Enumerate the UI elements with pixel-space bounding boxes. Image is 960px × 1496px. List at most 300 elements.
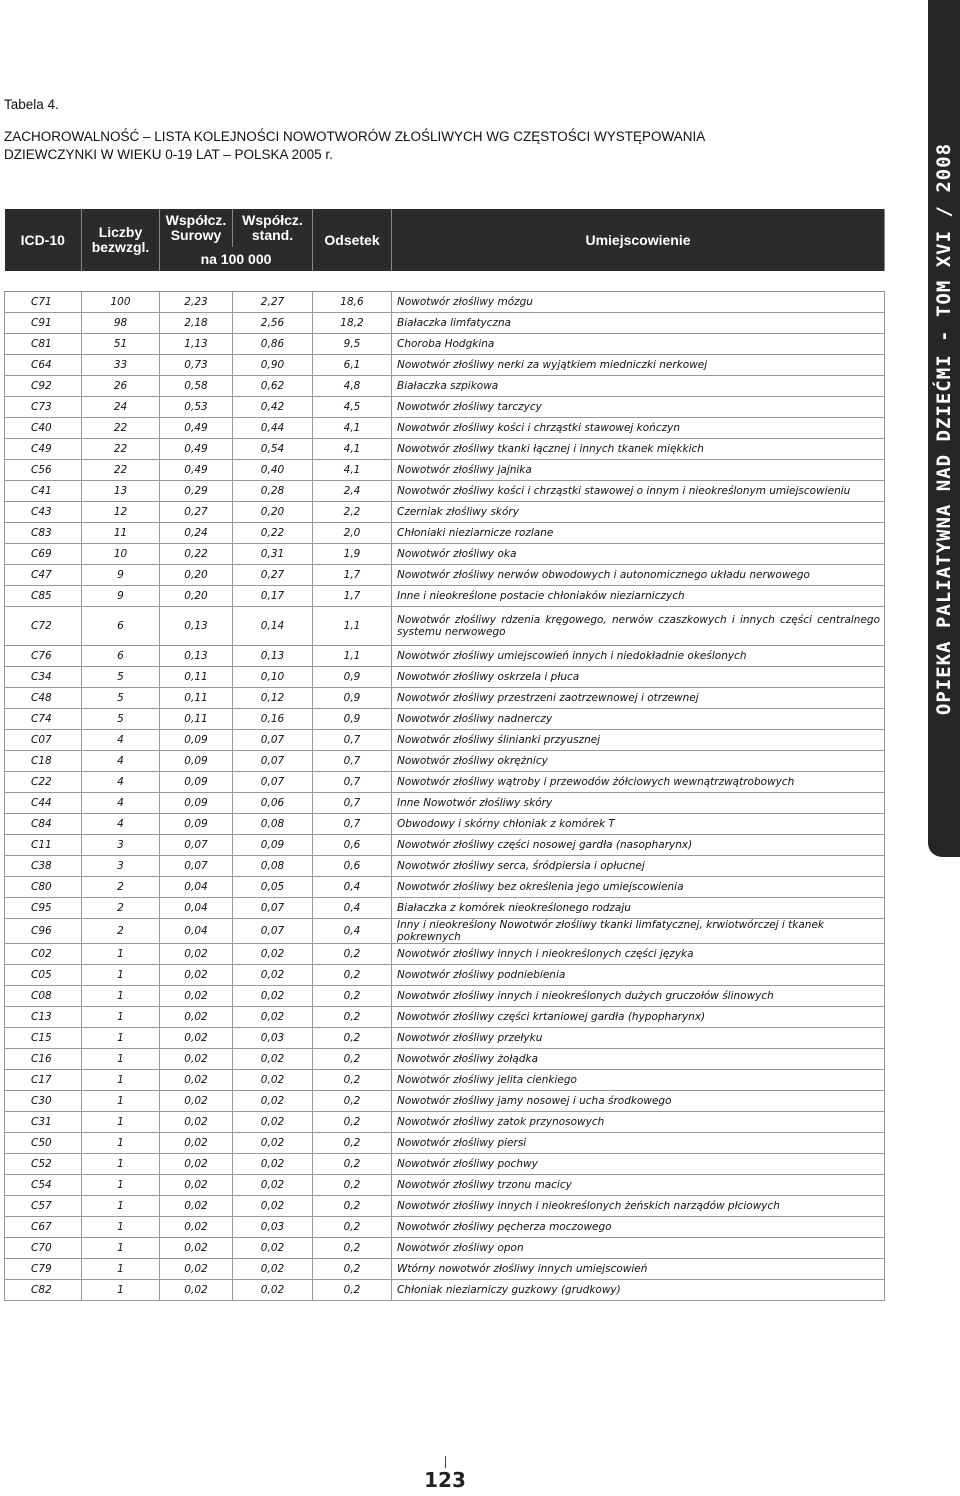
table-row [5,544,885,565]
cell-liczby: 33 [82,355,160,376]
cell-liczby: 4 [82,814,160,835]
cell-umiejscowienie: Inne Nowotwór złośliwy skóry [392,793,885,814]
cell-umiejscowienie: Nowotwór złośliwy ślinianki przyusznej [392,730,885,751]
cell-odsetek: 0,2 [313,1217,392,1238]
table-row [5,397,885,418]
cell-icd: C07 [5,730,82,751]
cell-odsetek: 4,1 [313,460,392,481]
cell-icd: C43 [5,502,82,523]
cell-icd: C31 [5,1112,82,1133]
cell-stand: 0,03 [233,1028,313,1049]
table-row [5,313,885,334]
cell-stand: 0,90 [233,355,313,376]
header-umiejscowienie: Umiejscowienie [392,209,885,271]
page-number: 123 [424,1468,466,1492]
cell-odsetek: 0,9 [313,667,392,688]
cell-surowy: 0,27 [160,502,233,523]
cell-odsetek: 0,2 [313,1280,392,1301]
cell-surowy: 0,09 [160,751,233,772]
table-row [5,688,885,709]
cell-umiejscowienie: Białaczka z komórek nieokreślonego rodzaju [392,898,885,919]
cell-umiejscowienie: Nowotwór złośliwy oka [392,544,885,565]
cell-stand: 0,09 [233,835,313,856]
table-row [5,1112,885,1133]
cell-icd: C47 [5,565,82,586]
table-row [5,898,885,919]
cell-odsetek: 0,2 [313,1007,392,1028]
header-odsetek: Odsetek [313,209,392,271]
cell-surowy: 0,22 [160,544,233,565]
cell-liczby: 1 [82,1091,160,1112]
cell-surowy: 0,53 [160,397,233,418]
cell-icd: C11 [5,835,82,856]
header-icd: ICD-10 [5,209,82,271]
cell-liczby: 1 [82,1007,160,1028]
cell-liczby: 13 [82,481,160,502]
cell-odsetek: 0,2 [313,1070,392,1091]
cell-umiejscowienie: Nowotwór złośliwy pochwy [392,1154,885,1175]
cell-umiejscowienie: Nowotwór złośliwy oskrzela i płuca [392,667,885,688]
cell-odsetek: 18,6 [313,292,392,313]
cell-odsetek: 2,2 [313,502,392,523]
cell-surowy: 0,02 [160,1112,233,1133]
cell-icd: C41 [5,481,82,502]
cell-icd: C34 [5,667,82,688]
table-header [5,209,885,292]
cell-umiejscowienie: Nowotwór złośliwy innych i nieokreślonych dużych gruczołów ślinowych [392,986,885,1007]
cell-liczby: 1 [82,1112,160,1133]
table-row [5,1238,885,1259]
cell-icd: C44 [5,793,82,814]
cell-odsetek: 0,7 [313,730,392,751]
cell-stand: 0,02 [233,1070,313,1091]
cell-liczby: 1 [82,1133,160,1154]
cell-umiejscowienie: Czerniak złośliwy skóry [392,502,885,523]
cell-surowy: 0,04 [160,877,233,898]
cell-umiejscowienie: Nowotwór złośliwy części nosowej gardła (nasopharynx) [392,835,885,856]
cell-icd: C56 [5,460,82,481]
table-row [5,814,885,835]
cell-surowy: 0,02 [160,944,233,965]
cell-umiejscowienie: Nowotwór złośliwy okrężnicy [392,751,885,772]
table-row [5,1175,885,1196]
table-row [5,292,885,313]
cell-icd: C18 [5,751,82,772]
cell-stand: 0,86 [233,334,313,355]
cell-icd: C85 [5,586,82,607]
cell-surowy: 0,24 [160,523,233,544]
cell-odsetek: 0,2 [313,1028,392,1049]
cell-liczby: 26 [82,376,160,397]
cell-surowy: 0,02 [160,1175,233,1196]
cell-liczby: 1 [82,986,160,1007]
table-row [5,334,885,355]
cell-stand: 0,02 [233,1112,313,1133]
table-row [5,965,885,986]
cell-liczby: 1 [82,965,160,986]
cell-odsetek: 0,2 [313,1259,392,1280]
cell-liczby: 6 [82,607,160,646]
cell-surowy: 0,09 [160,814,233,835]
cell-liczby: 5 [82,709,160,730]
journal-sidebar-tab [928,0,960,857]
cell-icd: C67 [5,1217,82,1238]
cell-odsetek: 0,2 [313,1154,392,1175]
cell-umiejscowienie: Nowotwór złośliwy zatok przynosowych [392,1112,885,1133]
header-stand: Współcz. stand. [233,209,313,247]
cell-icd: C16 [5,1049,82,1070]
cell-stand: 0,07 [233,898,313,919]
cell-icd: C08 [5,986,82,1007]
cell-surowy: 0,73 [160,355,233,376]
cell-icd: C48 [5,688,82,709]
cell-stand: 0,02 [233,1133,313,1154]
incidence-table [4,209,885,1301]
cell-odsetek: 1,7 [313,586,392,607]
cell-surowy: 0,29 [160,481,233,502]
table-row [5,793,885,814]
table-row [5,355,885,376]
cell-umiejscowienie: Nowotwór złośliwy umiejscowień innych i niedokładnie okeślonych [392,646,885,667]
cell-odsetek: 4,8 [313,376,392,397]
cell-stand: 0,02 [233,965,313,986]
cell-stand: 0,02 [233,1175,313,1196]
cell-stand: 0,12 [233,688,313,709]
cell-liczby: 5 [82,667,160,688]
cell-icd: C73 [5,397,82,418]
cell-umiejscowienie: Nowotwór złośliwy innych i nieokreślonych części języka [392,944,885,965]
cell-odsetek: 0,2 [313,1091,392,1112]
cell-surowy: 0,02 [160,986,233,1007]
cell-icd: C83 [5,523,82,544]
page-number-rule [445,1456,446,1468]
cell-stand: 0,13 [233,646,313,667]
cell-stand: 0,44 [233,418,313,439]
cell-icd: C17 [5,1070,82,1091]
cell-surowy: 0,02 [160,1091,233,1112]
cell-stand: 0,20 [233,502,313,523]
cell-odsetek: 1,9 [313,544,392,565]
table-label: Tabela 4. [4,97,59,112]
cell-liczby: 4 [82,730,160,751]
cell-surowy: 0,13 [160,607,233,646]
cell-liczby: 2 [82,898,160,919]
cell-umiejscowienie: Nowotwór złośliwy podniebienia [392,965,885,986]
table-row [5,877,885,898]
cell-icd: C38 [5,856,82,877]
cell-liczby: 12 [82,502,160,523]
cell-odsetek: 2,4 [313,481,392,502]
cell-surowy: 0,49 [160,460,233,481]
cell-surowy: 0,20 [160,586,233,607]
journal-sidebar-text: OPIEKA PALIATYWNA NAD DZIEĆMI - TOM XVI / 2008 [933,142,955,715]
cell-surowy: 2,18 [160,313,233,334]
table-title-line-1: ZACHOROWALNOŚĆ – LISTA KOLEJNOŚCI NOWOTWORÓW ZŁOŚLIWYCH WG CZĘSTOŚCI WYSTĘPOWANIA [4,129,706,144]
cell-odsetek: 4,1 [313,439,392,460]
table-row [5,418,885,439]
cell-icd: C84 [5,814,82,835]
cell-odsetek: 0,7 [313,793,392,814]
cell-odsetek: 0,2 [313,986,392,1007]
cell-liczby: 1 [82,1196,160,1217]
table-row [5,481,885,502]
cell-surowy: 1,13 [160,334,233,355]
table-row [5,1196,885,1217]
cell-surowy: 0,02 [160,1028,233,1049]
cell-odsetek: 9,5 [313,334,392,355]
cell-odsetek: 0,2 [313,1196,392,1217]
table-row [5,751,885,772]
cell-liczby: 9 [82,565,160,586]
cell-icd: C30 [5,1091,82,1112]
cell-stand: 0,02 [233,1154,313,1175]
cell-umiejscowienie: Nowotwór złośliwy bez określenia jego umiejscowienia [392,877,885,898]
cell-liczby: 3 [82,835,160,856]
cell-icd: C80 [5,877,82,898]
cell-odsetek: 0,7 [313,814,392,835]
cell-surowy: 0,02 [160,1133,233,1154]
cell-umiejscowienie: Nowotwór złośliwy przestrzeni zaotrzewnowej i otrzewnej [392,688,885,709]
cell-umiejscowienie: Nowotwór złośliwy jelita cienkiego [392,1070,885,1091]
cell-liczby: 1 [82,1154,160,1175]
cell-liczby: 1 [82,1070,160,1091]
header-na-100000: na 100 000 [160,247,313,271]
cell-odsetek: 0,2 [313,1049,392,1070]
cell-icd: C95 [5,898,82,919]
table-row [5,709,885,730]
cell-stand: 0,17 [233,586,313,607]
cell-odsetek: 0,2 [313,1238,392,1259]
cell-surowy: 0,02 [160,1196,233,1217]
cell-odsetek: 1,7 [313,565,392,586]
cell-stand: 0,08 [233,814,313,835]
cell-surowy: 0,11 [160,709,233,730]
table-row [5,835,885,856]
cell-icd: C96 [5,919,82,944]
cell-icd: C72 [5,607,82,646]
cell-liczby: 4 [82,751,160,772]
cell-odsetek: 6,1 [313,355,392,376]
cell-odsetek: 0,2 [313,965,392,986]
table-caption [4,96,904,164]
cell-icd: C81 [5,334,82,355]
cell-odsetek: 4,1 [313,418,392,439]
cell-stand: 0,07 [233,919,313,944]
cell-liczby: 4 [82,793,160,814]
cell-liczby: 1 [82,1259,160,1280]
cell-stand: 0,40 [233,460,313,481]
cell-umiejscowienie: Chłoniaki nieziarnicze rozlane [392,523,885,544]
cell-liczby: 98 [82,313,160,334]
cell-umiejscowienie: Inny i nieokreślony Nowotwór złośliwy tkanki limfatycznej, krwiotwórczej i tkanek pokrewnych [392,919,885,944]
cell-surowy: 0,20 [160,565,233,586]
cell-icd: C54 [5,1175,82,1196]
cell-odsetek: 18,2 [313,313,392,334]
cell-surowy: 0,02 [160,1259,233,1280]
table-body [5,292,885,1301]
cell-stand: 0,42 [233,397,313,418]
cell-stand: 0,27 [233,565,313,586]
cell-surowy: 0,02 [160,1070,233,1091]
table-row [5,667,885,688]
cell-umiejscowienie: Nowotwór złośliwy jamy nosowej i ucha środkowego [392,1091,885,1112]
cell-surowy: 0,11 [160,688,233,709]
table-row [5,944,885,965]
cell-surowy: 0,49 [160,439,233,460]
cell-liczby: 1 [82,1217,160,1238]
table-row [5,460,885,481]
cell-liczby: 9 [82,586,160,607]
cell-umiejscowienie: Nowotwór złośliwy kości i chrząstki stawowej o innym i nieokreślonym umiejscowieniu [392,481,885,502]
cell-surowy: 0,02 [160,1280,233,1301]
table-row [5,565,885,586]
cell-surowy: 0,09 [160,793,233,814]
cell-surowy: 0,11 [160,667,233,688]
cell-liczby: 1 [82,1049,160,1070]
cell-stand: 0,08 [233,856,313,877]
table-row [5,986,885,1007]
header-liczby: Liczby bezwzgl. [82,209,160,271]
cell-umiejscowienie: Nowotwór złośliwy wątroby i przewodów żółciowych wewnątrzwątrobowych [392,772,885,793]
cell-stand: 0,02 [233,1007,313,1028]
cell-liczby: 5 [82,688,160,709]
cell-stand: 2,56 [233,313,313,334]
table-row [5,856,885,877]
cell-odsetek: 0,4 [313,877,392,898]
cell-surowy: 0,09 [160,730,233,751]
cell-icd: C64 [5,355,82,376]
cell-umiejscowienie: Nowotwór złośliwy nadnerczy [392,709,885,730]
cell-liczby: 3 [82,856,160,877]
header-spacer [5,271,885,292]
cell-odsetek: 0,7 [313,751,392,772]
cell-surowy: 0,02 [160,1154,233,1175]
cell-icd: C40 [5,418,82,439]
cell-icd: C71 [5,292,82,313]
cell-stand: 0,02 [233,1259,313,1280]
cell-umiejscowienie: Nowotwór złośliwy części krtaniowej gardła (hypopharynx) [392,1007,885,1028]
cell-odsetek: 1,1 [313,607,392,646]
cell-umiejscowienie: Nowotwór złośliwy żołądka [392,1049,885,1070]
cell-stand: 0,02 [233,1091,313,1112]
cell-umiejscowienie: Choroba Hodgkina [392,334,885,355]
cell-umiejscowienie: Nowotwór złośliwy rdzenia kręgowego, nerwów czaszkowych i innych części centralnego systemu nerwowego [392,607,885,646]
table-row [5,1280,885,1301]
cell-umiejscowienie: Obwodowy i skórny chłoniak z komórek T [392,814,885,835]
cell-icd: C82 [5,1280,82,1301]
table-row [5,523,885,544]
cell-odsetek: 0,2 [313,1175,392,1196]
cell-umiejscowienie: Nowotwór złośliwy tarczycy [392,397,885,418]
cell-liczby: 100 [82,292,160,313]
cell-surowy: 0,07 [160,856,233,877]
table-row [5,772,885,793]
cell-icd: C79 [5,1259,82,1280]
cell-stand: 0,02 [233,1049,313,1070]
cell-odsetek: 2,0 [313,523,392,544]
cell-stand: 0,62 [233,376,313,397]
table-row [5,586,885,607]
table-row [5,376,885,397]
cell-surowy: 0,02 [160,1217,233,1238]
cell-stand: 0,14 [233,607,313,646]
cell-surowy: 0,02 [160,965,233,986]
cell-surowy: 0,04 [160,898,233,919]
cell-surowy: 0,04 [160,919,233,944]
cell-liczby: 1 [82,1175,160,1196]
cell-odsetek: 0,4 [313,919,392,944]
incidence-table-container [4,209,884,1301]
cell-umiejscowienie: Nowotwór złośliwy jajnika [392,460,885,481]
cell-odsetek: 4,5 [313,397,392,418]
table-row [5,1049,885,1070]
cell-odsetek: 0,6 [313,856,392,877]
header-surowy: Współcz. Surowy [160,209,233,247]
cell-surowy: 0,02 [160,1238,233,1259]
cell-liczby: 1 [82,944,160,965]
cell-icd: C70 [5,1238,82,1259]
cell-stand: 0,07 [233,730,313,751]
table-row [5,1028,885,1049]
table-row [5,1154,885,1175]
cell-stand: 0,02 [233,986,313,1007]
cell-icd: C49 [5,439,82,460]
table-row [5,1091,885,1112]
cell-surowy: 0,13 [160,646,233,667]
cell-icd: C69 [5,544,82,565]
cell-stand: 0,02 [233,1238,313,1259]
table-row [5,1007,885,1028]
cell-surowy: 2,23 [160,292,233,313]
cell-stand: 2,27 [233,292,313,313]
cell-odsetek: 0,2 [313,944,392,965]
cell-stand: 0,54 [233,439,313,460]
table-row [5,1217,885,1238]
cell-umiejscowienie: Nowotwór złośliwy nerwów obwodowych i autonomicznego układu nerwowego [392,565,885,586]
cell-stand: 0,05 [233,877,313,898]
cell-umiejscowienie: Nowotwór złośliwy serca, śródpiersia i opłucnej [392,856,885,877]
cell-umiejscowienie: Nowotwór złośliwy piersi [392,1133,885,1154]
cell-umiejscowienie: Nowotwór złośliwy trzonu macicy [392,1175,885,1196]
cell-umiejscowienie: Nowotwór złośliwy nerki za wyjątkiem miedniczki nerkowej [392,355,885,376]
table-row [5,1070,885,1091]
table-row [5,439,885,460]
cell-umiejscowienie: Nowotwór złośliwy opon [392,1238,885,1259]
cell-icd: C50 [5,1133,82,1154]
table-row [5,646,885,667]
cell-icd: C91 [5,313,82,334]
cell-surowy: 0,58 [160,376,233,397]
cell-umiejscowienie: Nowotwór złośliwy przełyku [392,1028,885,1049]
cell-umiejscowienie: Nowotwór złośliwy innych i nieokreślonych żeńskich narządów płciowych [392,1196,885,1217]
cell-icd: C52 [5,1154,82,1175]
cell-odsetek: 0,2 [313,1112,392,1133]
cell-icd: C15 [5,1028,82,1049]
cell-odsetek: 0,9 [313,688,392,709]
cell-icd: C76 [5,646,82,667]
table-row [5,919,885,944]
cell-liczby: 51 [82,334,160,355]
cell-surowy: 0,02 [160,1007,233,1028]
cell-umiejscowienie: Nowotwór złośliwy pęcherza moczowego [392,1217,885,1238]
cell-stand: 0,31 [233,544,313,565]
cell-liczby: 4 [82,772,160,793]
cell-umiejscowienie: Białaczka szpikowa [392,376,885,397]
cell-liczby: 10 [82,544,160,565]
cell-odsetek: 0,6 [313,835,392,856]
cell-icd: C13 [5,1007,82,1028]
cell-umiejscowienie: Nowotwór złośliwy tkanki łącznej i innych tkanek miękkich [392,439,885,460]
